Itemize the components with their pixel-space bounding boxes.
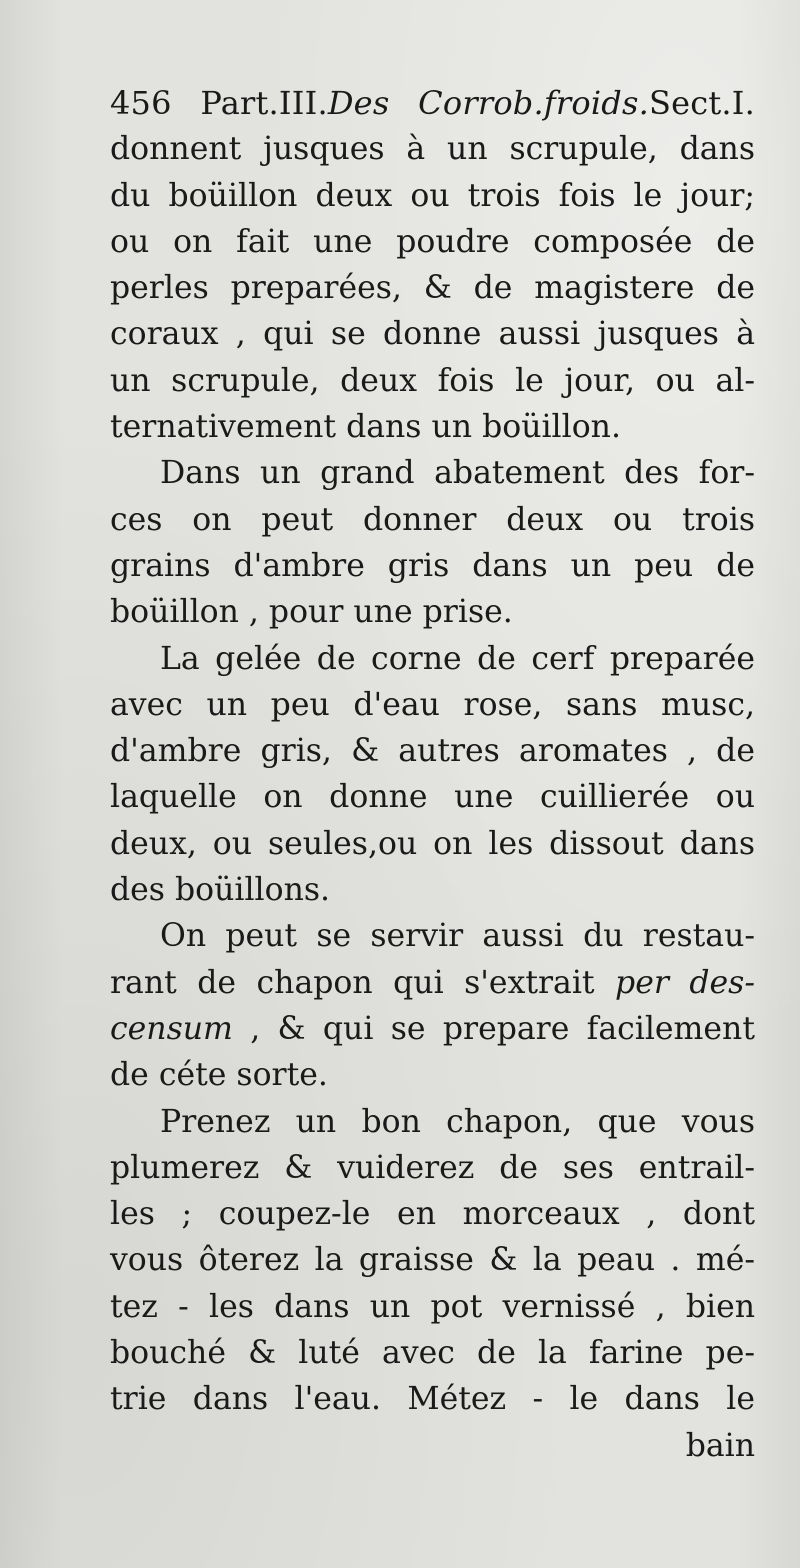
text-segment: , & qui se prepare facilement — [232, 1010, 755, 1047]
paragraph-4 — [110, 913, 755, 1098]
text-line: de céte sorte. — [110, 1057, 328, 1094]
text-line: Prenez un bon chapon, que vous — [160, 1103, 755, 1140]
text-line: trie dans l'eau. Métez - le dans le — [110, 1381, 755, 1418]
running-header — [110, 80, 755, 126]
text-line: avec un peu d'eau rose, sans musc, — [110, 686, 755, 723]
text-line: coraux , qui se donne aussi jusques à — [110, 316, 755, 353]
paragraph-1 — [110, 126, 755, 450]
text-line: La gelée de corne de cerf preparée — [160, 640, 755, 677]
text-line: deux, ou seules,ou on les dissout dans — [110, 825, 755, 862]
text-line: ou on fait une poudre composée de — [110, 223, 755, 260]
text-line: On peut se servir aussi du restau- — [160, 918, 755, 955]
text-line: plumerez & vuiderez de ses entrail- — [110, 1149, 755, 1186]
text-line: d'ambre gris, & autres aromates , de — [110, 733, 755, 770]
running-title: Des Corrob.froids. — [327, 84, 649, 122]
part-label: Part.III. — [200, 84, 328, 122]
section-label: Sect.I. — [648, 84, 755, 122]
text-line: laquelle on donne une cuillierée ou — [110, 779, 755, 816]
text-segment: rant de chapon qui s'extrait — [110, 964, 595, 1001]
text-line: des boüillons. — [110, 872, 331, 909]
text-line: ternativement dans un boüillon. — [110, 409, 621, 446]
text-line: les ; coupez-le en morceaux , dont — [110, 1196, 755, 1233]
text-line: ces on peut donner deux ou trois — [110, 501, 755, 538]
text-line: un scrupule, deux fois le jour, ou al- — [110, 362, 755, 399]
text-line: tez - les dans un pot vernissé , bien — [110, 1288, 755, 1325]
paragraph-5 — [110, 1099, 755, 1423]
paragraph-2 — [110, 450, 755, 635]
text-line: perles preparées, & de magistere de — [110, 270, 755, 307]
text-line: bouché & luté avec de la farine pe- — [110, 1335, 755, 1372]
text-line: du boüillon deux ou trois fois le jour; — [110, 177, 755, 214]
text-line — [110, 960, 755, 1006]
paragraph-3 — [110, 636, 755, 914]
latin-phrase: per des- — [615, 964, 755, 1001]
catchword: bain — [685, 1427, 755, 1464]
text-line: boüillon , pour une prise. — [110, 594, 513, 631]
page-number: 456 — [110, 84, 172, 122]
page-text — [110, 80, 755, 1469]
text-line: donnent jusques à un scrupule, dans — [110, 131, 755, 168]
text-line: grains d'ambre gris dans un peu de — [110, 547, 755, 584]
text-line: Dans un grand abatement des for- — [160, 455, 755, 492]
latin-phrase: censum — [110, 1010, 233, 1047]
text-line — [110, 1006, 755, 1052]
text-line: vous ôterez la graisse & la peau . mé- — [110, 1242, 755, 1279]
